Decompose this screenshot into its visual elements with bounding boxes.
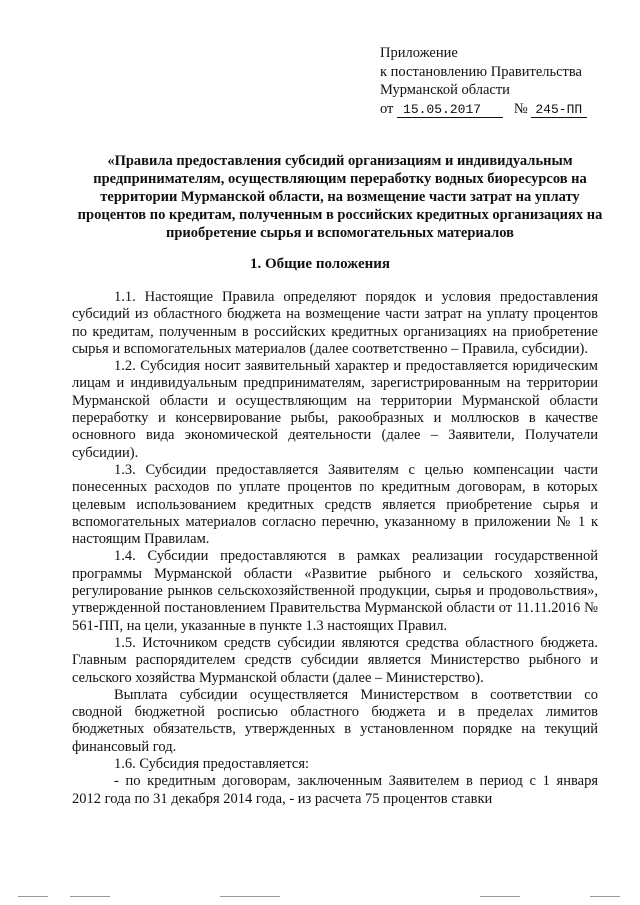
paragraph-payment: Выплата субсидии осуществляется Министерством в соответствии со сводной бюджетной росписью областного бюджета и в пределах лимитов бюджетных обязательств, утвержденных в установленном порядке на текущий финансовый год. bbox=[72, 686, 598, 755]
paragraph-1-5: 1.5. Источником средств субсидии являются средства областного бюджета. Главным распорядителем средств субсидии является Министерство рыбного и сельского хозяйства Мурманской области (далее – Министерство). bbox=[72, 634, 598, 686]
document-body bbox=[72, 289, 598, 808]
document-title: «Правила предоставления субсидий организациям и индивидуальным предпринимателям, осуществляющим переработку водных биоресурсов на территории Мурманской области, на возмещение части затрат на уплату процентов по кредитам, полученным в российских кредитных организациях на приобретение сырья и вспомогательных материалов bbox=[77, 153, 603, 241]
date-field: 15.05.2017 bbox=[397, 103, 503, 118]
number-field: 245-ПП bbox=[531, 103, 587, 118]
footer-mark bbox=[220, 896, 280, 897]
approval-line-region: Мурманской области bbox=[380, 82, 510, 98]
number-prefix: № bbox=[513, 100, 528, 117]
footer-mark bbox=[480, 896, 520, 897]
approval-date-row bbox=[380, 100, 587, 119]
date-prefix: от bbox=[380, 100, 394, 117]
section-heading: 1. Общие положения bbox=[249, 256, 391, 272]
page-footer-marks bbox=[0, 888, 640, 905]
footer-mark bbox=[18, 896, 48, 897]
footer-mark bbox=[590, 896, 620, 897]
approval-block bbox=[380, 44, 587, 118]
paragraph-1-4: 1.4. Субсидии предоставляются в рамках реализации государственной программы Мурманской области «Развитие рыбного и сельского хозяйства, регулирование рынков сельскохозяйственной продукции, сырья и продовольствия», утвержденной постановлением Правительства Мурманской области от 11.11.2016 № 561-ПП, на цели, указанные в пункте 1.3 настоящих Правил. bbox=[72, 548, 598, 634]
paragraph-1-6-item: - по кредитным договорам, заключенным Заявителем в период с 1 января 2012 года по 31 декабря 2014 года, - из расчета 75 процентов ставки bbox=[72, 773, 598, 807]
footer-mark bbox=[70, 896, 110, 897]
paragraph-1-1: 1.1. Настоящие Правила определяют порядок и условия предоставления субсидий из областного бюджета на возмещение части затрат на уплату процентов по кредитам, полученным в российских кредитных организациях на приобретение сырья и вспомогательных материалов (далее соответственно – Правила, субсидии). bbox=[72, 289, 598, 357]
paragraph-1-2: 1.2. Субсидия носит заявительный характер и предоставляется юридическим лицам и индивидуальным предпринимателям, зарегистрированным на территории Мурманской области и осуществляющим на территории Мурманской области переработку и консервирование рыбы, ракообразных и моллюсков в качестве основного вида экономической деятельности (далее – Заявители, Получатели субсидии). bbox=[72, 358, 598, 461]
paragraph-1-3: 1.3. Субсидии предоставляется Заявителям с целью компенсации части понесенных расходов по уплате процентов по кредитным договорам, в которых целевым использованием кредитных средств является приобретение сырья и вспомогательных материалов согласно перечню, указанному в приложении № 1 к настоящим Правилам. bbox=[72, 461, 598, 548]
paragraph-1-6: 1.6. Субсидия предоставляется: bbox=[114, 756, 310, 773]
approval-line-appendix: Приложение bbox=[380, 45, 458, 61]
approval-line-resolution: к постановлению Правительства bbox=[380, 63, 582, 80]
